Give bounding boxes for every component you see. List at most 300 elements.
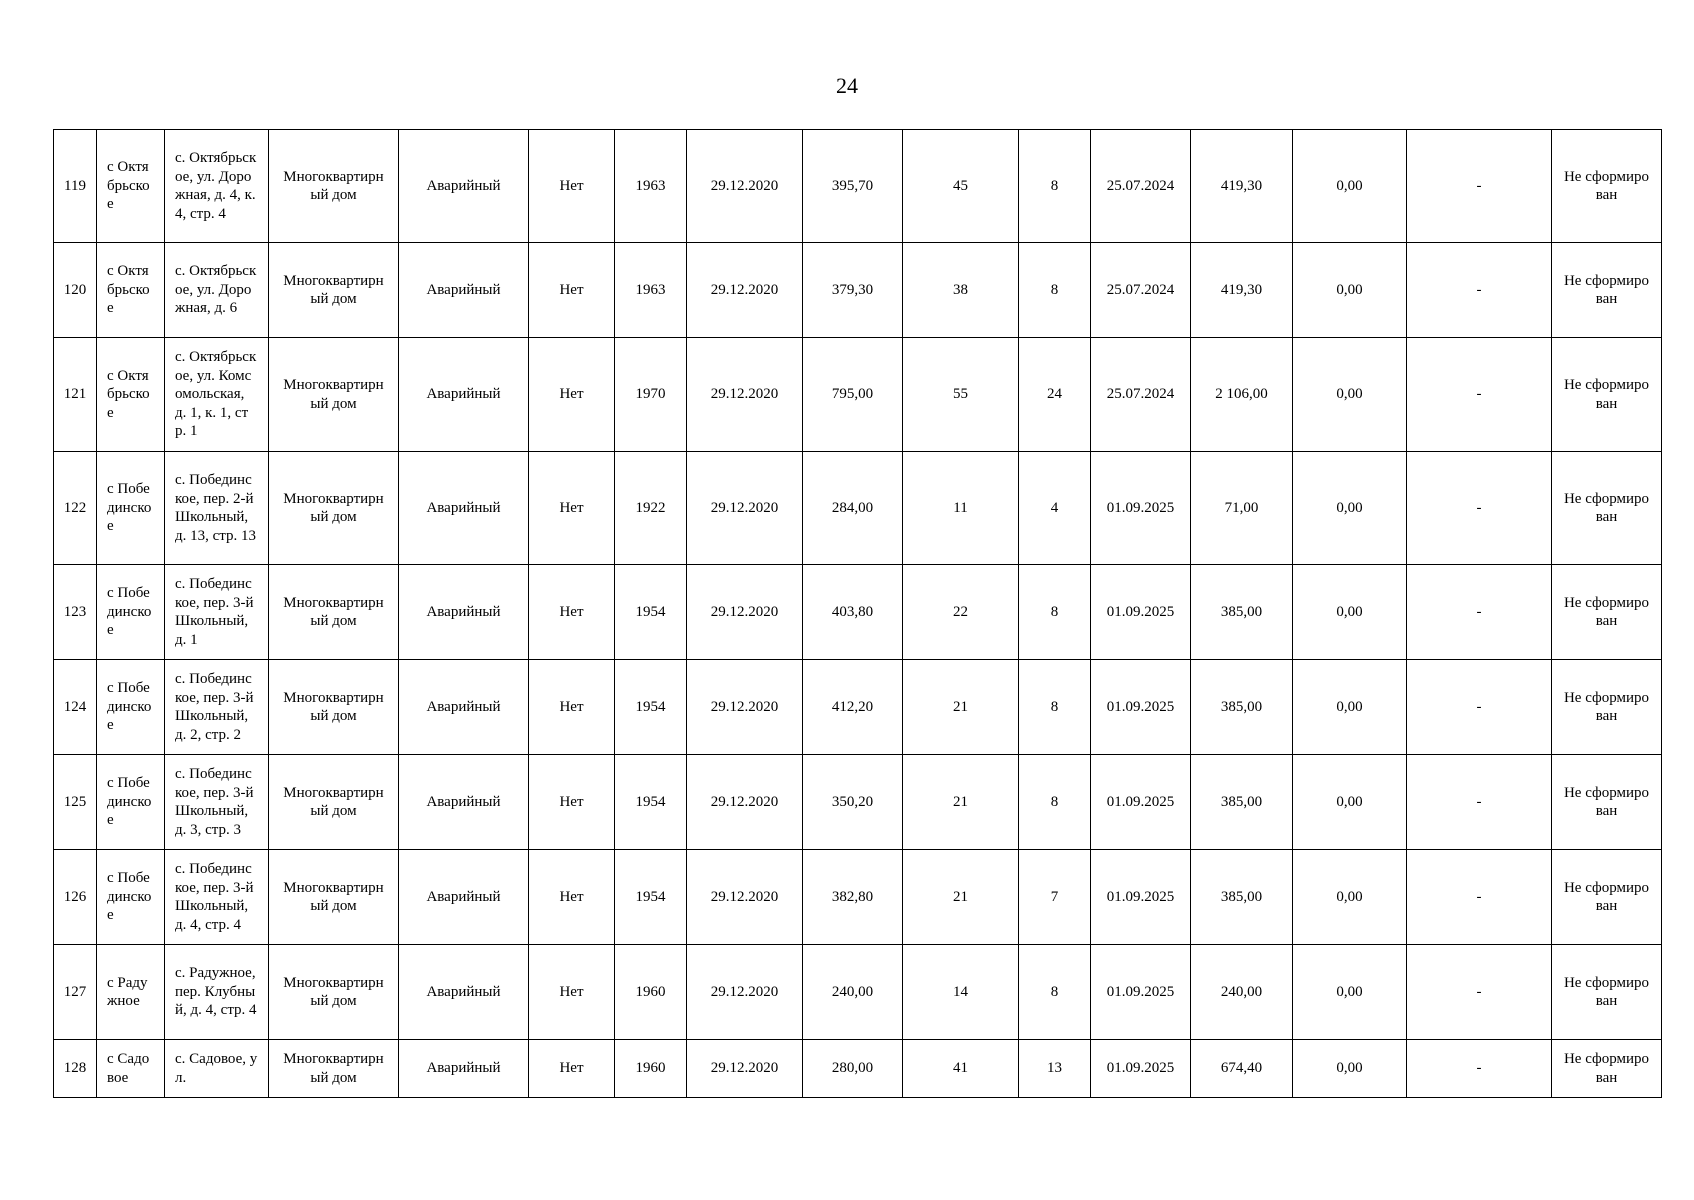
address-cell	[165, 850, 269, 945]
relocation-area-cell-text: 71,00	[1224, 499, 1259, 516]
address-cell	[165, 130, 269, 243]
relocation-area-cell	[1191, 338, 1293, 452]
state-cell-text: Не сформирован	[1563, 377, 1650, 412]
area-cell	[803, 660, 903, 755]
residents-cell-text: 41	[953, 1060, 968, 1077]
building-type-cell-text: Многоквартирный дом	[283, 879, 384, 914]
settlement-cell-text: с Садовое	[107, 1051, 150, 1086]
year-cell-text: 1963	[635, 281, 666, 298]
cost-cell-text: 0,00	[1336, 603, 1363, 620]
cost-cell-text: 0,00	[1336, 888, 1363, 905]
building-type-cell	[269, 243, 399, 338]
flag-cell-text: Нет	[559, 983, 584, 1000]
plan-date-cell	[1091, 130, 1191, 243]
row-number-cell	[54, 338, 97, 452]
residents-cell	[903, 565, 1019, 660]
plan-date-cell-text: 25.07.2024	[1106, 177, 1175, 194]
cost-cell-text: 0,00	[1336, 177, 1363, 194]
cost-cell	[1293, 452, 1407, 565]
residents-cell	[903, 130, 1019, 243]
address-cell	[165, 565, 269, 660]
table-row	[54, 945, 1662, 1040]
building-type-cell-text: Многоквартирный дом	[283, 594, 384, 629]
row-number-cell	[54, 452, 97, 565]
plan-date-cell-text: 01.09.2025	[1106, 1060, 1175, 1077]
status-cell-text: Аварийный	[426, 888, 501, 905]
units-cell	[1019, 130, 1091, 243]
dash-cell-text: -	[1476, 983, 1482, 1000]
year-cell	[615, 755, 687, 850]
area-cell	[803, 945, 903, 1040]
building-type-cell	[269, 338, 399, 452]
plan-date-cell	[1091, 452, 1191, 565]
cost-cell-text: 0,00	[1336, 698, 1363, 715]
building-type-cell	[269, 452, 399, 565]
date-cell	[687, 243, 803, 338]
settlement-cell-text: с Побединское	[107, 585, 152, 639]
state-cell	[1552, 565, 1662, 660]
status-cell	[399, 1040, 529, 1098]
table-row	[54, 130, 1662, 243]
units-cell-text: 7	[1050, 888, 1059, 905]
table-row	[54, 1040, 1662, 1098]
area-cell	[803, 850, 903, 945]
row-number-cell	[54, 755, 97, 850]
address-cell	[165, 945, 269, 1040]
address-cell-text: с. Побединское, пер. 3-й Школьный, д. 1	[175, 576, 254, 648]
settlement-cell	[97, 452, 165, 565]
settlement-cell-text: с Радужное	[107, 974, 148, 1009]
residents-cell-text: 14	[953, 983, 968, 1000]
year-cell	[615, 338, 687, 452]
settlement-cell	[97, 945, 165, 1040]
area-cell	[803, 1040, 903, 1098]
plan-date-cell-text: 01.09.2025	[1106, 603, 1175, 620]
flag-cell	[529, 945, 615, 1040]
status-cell-text: Аварийный	[426, 983, 501, 1000]
state-cell	[1552, 243, 1662, 338]
table-row	[54, 452, 1662, 565]
status-cell	[399, 565, 529, 660]
relocation-area-cell-text: 385,00	[1220, 698, 1263, 715]
area-cell-text: 240,00	[831, 983, 874, 1000]
row-number-cell-text: 128	[63, 1060, 87, 1077]
state-cell	[1552, 945, 1662, 1040]
building-type-cell-text: Многоквартирный дом	[283, 689, 384, 724]
residents-cell-text: 21	[953, 698, 968, 715]
plan-date-cell	[1091, 945, 1191, 1040]
units-cell-text: 8	[1050, 177, 1059, 194]
state-cell-text: Не сформирован	[1563, 272, 1650, 307]
settlement-cell-text: с Октябрьское	[107, 367, 150, 421]
table-row	[54, 243, 1662, 338]
residents-cell	[903, 452, 1019, 565]
status-cell	[399, 755, 529, 850]
settlement-cell	[97, 565, 165, 660]
building-type-cell	[269, 850, 399, 945]
year-cell	[615, 660, 687, 755]
cost-cell-text: 0,00	[1336, 386, 1363, 403]
date-cell	[687, 452, 803, 565]
year-cell	[615, 243, 687, 338]
date-cell-text: 29.12.2020	[710, 1060, 779, 1077]
residents-cell	[903, 945, 1019, 1040]
flag-cell-text: Нет	[559, 698, 584, 715]
page-number: 24	[836, 73, 858, 98]
date-cell	[687, 755, 803, 850]
residents-cell	[903, 850, 1019, 945]
building-type-cell	[269, 565, 399, 660]
dash-cell	[1407, 130, 1552, 243]
date-cell	[687, 338, 803, 452]
status-cell-text: Аварийный	[426, 603, 501, 620]
status-cell-text: Аварийный	[426, 1060, 501, 1077]
status-cell-text: Аварийный	[426, 793, 501, 810]
plan-date-cell	[1091, 850, 1191, 945]
flag-cell-text: Нет	[559, 177, 584, 194]
year-cell	[615, 850, 687, 945]
area-cell	[803, 565, 903, 660]
state-cell	[1552, 452, 1662, 565]
year-cell-text: 1954	[635, 698, 666, 715]
status-cell-text: Аварийный	[426, 698, 501, 715]
date-cell-text: 29.12.2020	[710, 177, 779, 194]
units-cell	[1019, 452, 1091, 565]
year-cell-text: 1954	[635, 888, 666, 905]
year-cell-text: 1954	[635, 793, 666, 810]
state-cell-text: Не сформирован	[1563, 490, 1650, 525]
building-type-cell	[269, 1040, 399, 1098]
settlement-cell-text: с Октябрьское	[107, 159, 150, 213]
date-cell-text: 29.12.2020	[710, 888, 779, 905]
units-cell	[1019, 243, 1091, 338]
dash-cell	[1407, 338, 1552, 452]
units-cell	[1019, 660, 1091, 755]
units-cell	[1019, 338, 1091, 452]
units-cell-text: 24	[1047, 386, 1062, 403]
dash-cell	[1407, 452, 1552, 565]
relocation-area-cell	[1191, 130, 1293, 243]
address-cell-text: с. Садовое, ул.	[175, 1051, 258, 1086]
row-number-cell-text: 123	[63, 603, 87, 620]
relocation-area-cell-text: 419,30	[1220, 177, 1263, 194]
settlement-cell	[97, 243, 165, 338]
date-cell	[687, 1040, 803, 1098]
residents-cell-text: 45	[953, 177, 968, 194]
row-number-cell-text: 121	[63, 386, 87, 403]
plan-date-cell-text: 01.09.2025	[1106, 983, 1175, 1000]
address-cell-text: с. Побединское, пер. 2-й Школьный, д. 13, стр. 13	[175, 472, 257, 544]
relocation-area-cell	[1191, 850, 1293, 945]
flag-cell-text: Нет	[559, 386, 584, 403]
dash-cell-text: -	[1476, 281, 1482, 298]
dash-cell	[1407, 243, 1552, 338]
housing-registry-table	[53, 129, 1662, 1098]
table-row	[54, 565, 1662, 660]
address-cell	[165, 338, 269, 452]
flag-cell-text: Нет	[559, 499, 584, 516]
settlement-cell-text: с Побединское	[107, 775, 152, 829]
area-cell-text: 284,00	[831, 499, 874, 516]
cost-cell-text: 0,00	[1336, 281, 1363, 298]
row-number-cell	[54, 660, 97, 755]
flag-cell	[529, 1040, 615, 1098]
status-cell	[399, 850, 529, 945]
area-cell-text: 280,00	[831, 1060, 874, 1077]
residents-cell-text: 38	[953, 281, 968, 298]
area-cell-text: 795,00	[831, 386, 874, 403]
state-cell	[1552, 850, 1662, 945]
state-cell	[1552, 660, 1662, 755]
date-cell	[687, 945, 803, 1040]
flag-cell	[529, 755, 615, 850]
settlement-cell-text: с Побединское	[107, 870, 152, 924]
date-cell-text: 29.12.2020	[710, 983, 779, 1000]
building-type-cell-text: Многоквартирный дом	[283, 784, 384, 819]
address-cell	[165, 1040, 269, 1098]
status-cell	[399, 130, 529, 243]
area-cell	[803, 130, 903, 243]
row-number-cell	[54, 565, 97, 660]
units-cell-text: 4	[1050, 499, 1059, 516]
address-cell	[165, 755, 269, 850]
flag-cell-text: Нет	[559, 1060, 584, 1077]
settlement-cell	[97, 755, 165, 850]
address-cell	[165, 452, 269, 565]
settlement-cell-text: с Октябрьское	[107, 263, 150, 317]
flag-cell	[529, 452, 615, 565]
year-cell-text: 1960	[635, 1060, 666, 1077]
settlement-cell	[97, 130, 165, 243]
date-cell-text: 29.12.2020	[710, 281, 779, 298]
status-cell	[399, 338, 529, 452]
cost-cell	[1293, 1040, 1407, 1098]
plan-date-cell	[1091, 338, 1191, 452]
row-number-cell-text: 125	[63, 793, 87, 810]
relocation-area-cell	[1191, 945, 1293, 1040]
building-type-cell-text: Многоквартирный дом	[283, 974, 384, 1009]
plan-date-cell-text: 01.09.2025	[1106, 698, 1175, 715]
cost-cell	[1293, 338, 1407, 452]
units-cell	[1019, 1040, 1091, 1098]
state-cell-text: Не сформирован	[1563, 1051, 1650, 1086]
status-cell-text: Аварийный	[426, 177, 501, 194]
relocation-area-cell-text: 240,00	[1220, 983, 1263, 1000]
status-cell-text: Аварийный	[426, 386, 501, 403]
flag-cell	[529, 565, 615, 660]
residents-cell	[903, 660, 1019, 755]
relocation-area-cell	[1191, 660, 1293, 755]
table-row	[54, 338, 1662, 452]
plan-date-cell-text: 01.09.2025	[1106, 499, 1175, 516]
state-cell-text: Не сформирован	[1563, 594, 1650, 629]
flag-cell-text: Нет	[559, 281, 584, 298]
dash-cell-text: -	[1476, 386, 1482, 403]
date-cell-text: 29.12.2020	[710, 499, 779, 516]
address-cell-text: с. Радужное, пер. Клубный, д. 4, стр. 4	[175, 965, 257, 1019]
plan-date-cell-text: 01.09.2025	[1106, 793, 1175, 810]
area-cell	[803, 338, 903, 452]
plan-date-cell	[1091, 1040, 1191, 1098]
building-type-cell	[269, 660, 399, 755]
year-cell-text: 1922	[635, 499, 666, 516]
state-cell	[1552, 338, 1662, 452]
flag-cell-text: Нет	[559, 603, 584, 620]
flag-cell	[529, 850, 615, 945]
year-cell-text: 1970	[635, 386, 666, 403]
dash-cell	[1407, 945, 1552, 1040]
row-number-cell-text: 122	[63, 499, 87, 516]
area-cell-text: 403,80	[831, 603, 874, 620]
address-cell	[165, 660, 269, 755]
plan-date-cell-text: 25.07.2024	[1106, 386, 1175, 403]
relocation-area-cell-text: 2 106,00	[1215, 386, 1268, 403]
date-cell	[687, 660, 803, 755]
settlement-cell	[97, 338, 165, 452]
building-type-cell	[269, 755, 399, 850]
status-cell	[399, 243, 529, 338]
dash-cell	[1407, 755, 1552, 850]
relocation-area-cell-text: 385,00	[1220, 793, 1263, 810]
row-number-cell-text: 119	[64, 177, 86, 194]
status-cell	[399, 660, 529, 755]
plan-date-cell	[1091, 243, 1191, 338]
area-cell-text: 412,20	[831, 698, 874, 715]
cost-cell	[1293, 243, 1407, 338]
flag-cell	[529, 338, 615, 452]
year-cell	[615, 565, 687, 660]
address-cell-text: с. Побединское, пер. 3-й Школьный, д. 4, стр. 4	[175, 861, 254, 933]
cost-cell-text: 0,00	[1336, 793, 1363, 810]
row-number-cell	[54, 243, 97, 338]
address-cell-text: с. Октябрьское, ул. Дорожная, д. 6	[175, 263, 257, 317]
area-cell	[803, 243, 903, 338]
plan-date-cell-text: 25.07.2024	[1106, 281, 1175, 298]
building-type-cell-text: Многоквартирный дом	[283, 490, 384, 525]
area-cell-text: 350,20	[831, 793, 874, 810]
row-number-cell-text: 126	[63, 888, 87, 905]
area-cell	[803, 452, 903, 565]
date-cell	[687, 130, 803, 243]
dash-cell-text: -	[1476, 1060, 1482, 1077]
area-cell-text: 395,70	[831, 177, 874, 194]
table-body	[54, 130, 1662, 1098]
units-cell-text: 8	[1050, 603, 1059, 620]
plan-date-cell-text: 01.09.2025	[1106, 888, 1175, 905]
residents-cell	[903, 1040, 1019, 1098]
address-cell-text: с. Октябрьское, ул. Комсомольская, д. 1, к. 1, стр. 1	[175, 349, 257, 440]
table-row	[54, 755, 1662, 850]
relocation-area-cell	[1191, 452, 1293, 565]
plan-date-cell	[1091, 755, 1191, 850]
relocation-area-cell	[1191, 243, 1293, 338]
building-type-cell-text: Многоквартирный дом	[283, 377, 384, 412]
settlement-cell-text: с Побединское	[107, 680, 152, 734]
area-cell-text: 379,30	[831, 281, 874, 298]
units-cell-text: 13	[1047, 1060, 1062, 1077]
units-cell-text: 8	[1050, 698, 1059, 715]
relocation-area-cell-text: 674,40	[1220, 1060, 1263, 1077]
dash-cell	[1407, 850, 1552, 945]
dash-cell	[1407, 565, 1552, 660]
flag-cell-text: Нет	[559, 793, 584, 810]
relocation-area-cell-text: 385,00	[1220, 888, 1263, 905]
residents-cell-text: 21	[953, 793, 968, 810]
dash-cell-text: -	[1476, 888, 1482, 905]
state-cell	[1552, 130, 1662, 243]
settlement-cell	[97, 660, 165, 755]
units-cell	[1019, 945, 1091, 1040]
row-number-cell	[54, 130, 97, 243]
status-cell	[399, 945, 529, 1040]
units-cell	[1019, 565, 1091, 660]
state-cell	[1552, 755, 1662, 850]
row-number-cell	[54, 945, 97, 1040]
date-cell	[687, 850, 803, 945]
building-type-cell	[269, 130, 399, 243]
state-cell-text: Не сформирован	[1563, 784, 1650, 819]
cost-cell-text: 0,00	[1336, 499, 1363, 516]
cost-cell	[1293, 755, 1407, 850]
dash-cell-text: -	[1476, 698, 1482, 715]
date-cell-text: 29.12.2020	[710, 793, 779, 810]
state-cell-text: Не сформирован	[1563, 879, 1650, 914]
state-cell-text: Не сформирован	[1563, 974, 1650, 1009]
settlement-cell-text: с Побединское	[107, 481, 152, 535]
table-row	[54, 660, 1662, 755]
date-cell	[687, 565, 803, 660]
year-cell-text: 1954	[635, 603, 666, 620]
table-row	[54, 850, 1662, 945]
plan-date-cell	[1091, 660, 1191, 755]
flag-cell	[529, 660, 615, 755]
dash-cell-text: -	[1476, 603, 1482, 620]
status-cell-text: Аварийный	[426, 281, 501, 298]
status-cell-text: Аварийный	[426, 499, 501, 516]
cost-cell	[1293, 130, 1407, 243]
units-cell-text: 8	[1050, 983, 1059, 1000]
settlement-cell	[97, 850, 165, 945]
residents-cell-text: 21	[953, 888, 968, 905]
relocation-area-cell	[1191, 755, 1293, 850]
cost-cell	[1293, 565, 1407, 660]
area-cell	[803, 755, 903, 850]
units-cell	[1019, 850, 1091, 945]
row-number-cell	[54, 850, 97, 945]
flag-cell	[529, 130, 615, 243]
flag-cell	[529, 243, 615, 338]
year-cell	[615, 945, 687, 1040]
dash-cell-text: -	[1476, 177, 1482, 194]
year-cell-text: 1963	[635, 177, 666, 194]
cost-cell	[1293, 660, 1407, 755]
relocation-area-cell	[1191, 1040, 1293, 1098]
row-number-cell-text: 127	[63, 983, 87, 1000]
relocation-area-cell-text: 419,30	[1220, 281, 1263, 298]
year-cell-text: 1960	[635, 983, 666, 1000]
year-cell	[615, 452, 687, 565]
date-cell-text: 29.12.2020	[710, 386, 779, 403]
residents-cell	[903, 755, 1019, 850]
year-cell	[615, 1040, 687, 1098]
row-number-cell-text: 120	[63, 281, 87, 298]
date-cell-text: 29.12.2020	[710, 603, 779, 620]
residents-cell	[903, 338, 1019, 452]
row-number-cell	[54, 1040, 97, 1098]
address-cell-text: с. Октябрьское, ул. Дорожная, д. 4, к. 4, стр. 4	[175, 150, 257, 222]
building-type-cell-text: Многоквартирный дом	[283, 1051, 384, 1086]
status-cell	[399, 452, 529, 565]
